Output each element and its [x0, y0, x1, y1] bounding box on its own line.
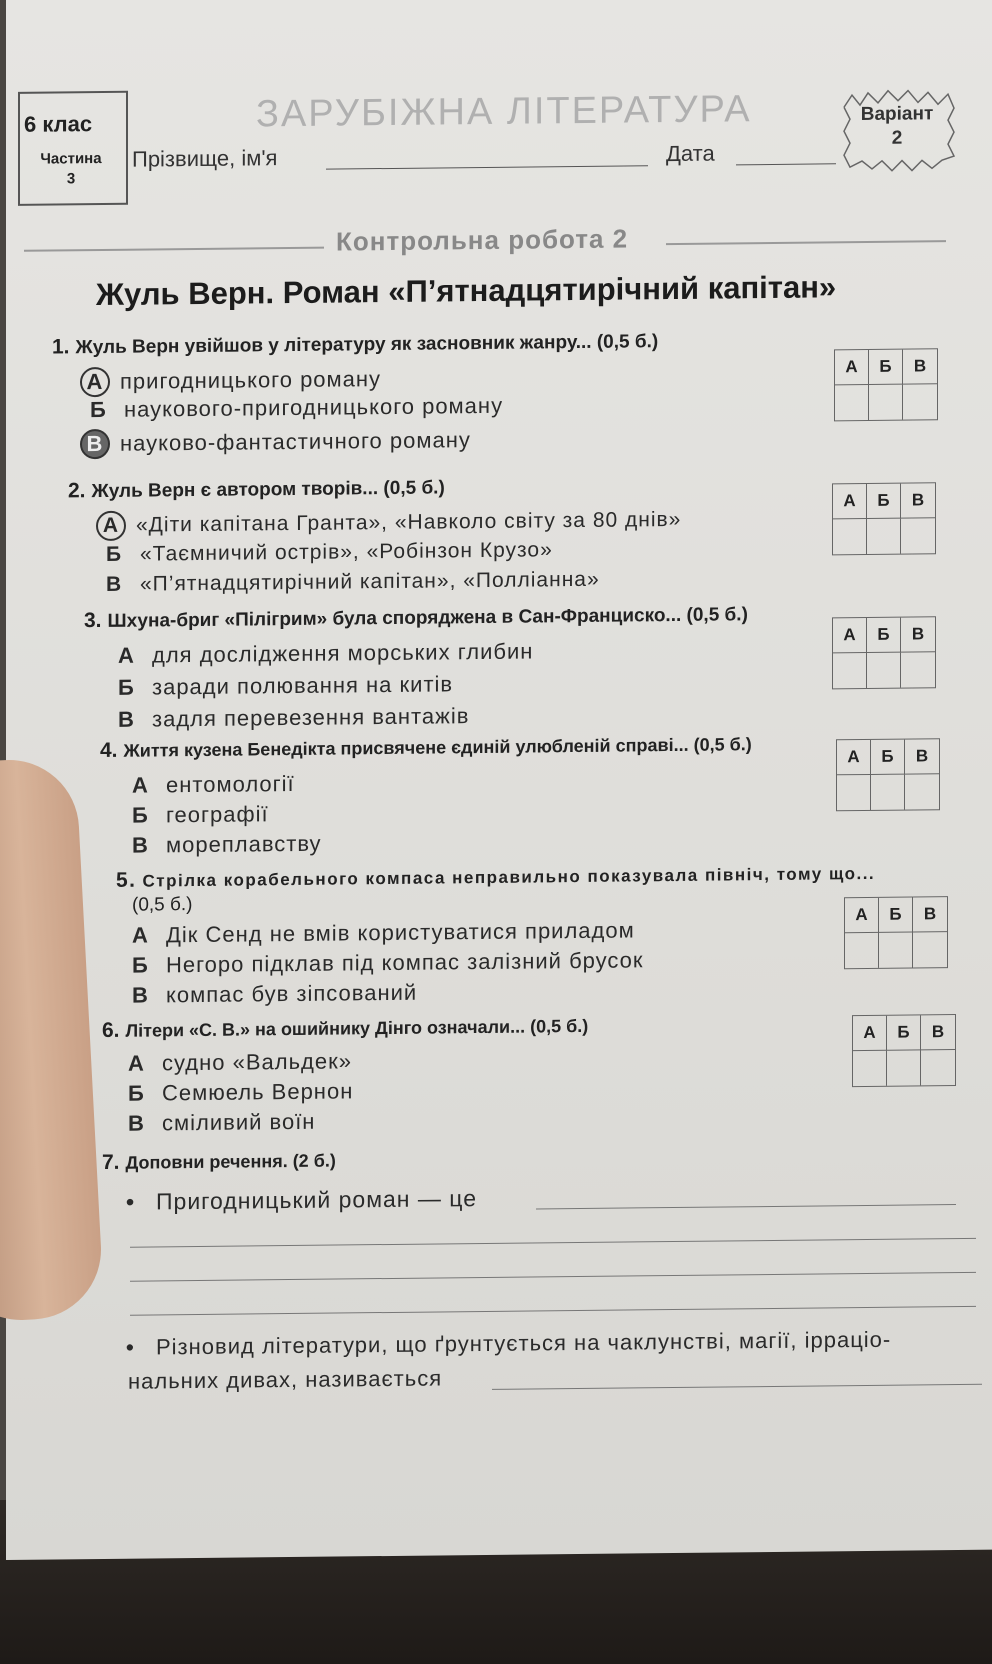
- q4-option-c[interactable]: [132, 831, 322, 859]
- option-text: судно «Вальдек»: [162, 1048, 352, 1076]
- option-text: заради полювання на китів: [152, 671, 454, 700]
- option-letter: А: [118, 642, 135, 668]
- answer-grid-1[interactable]: [834, 348, 938, 421]
- question-3: [84, 602, 748, 633]
- option-text: «Діти капітана Гранта», «Навколо світу за 80 днів»: [136, 507, 682, 537]
- option-text: Семюель Вернон: [162, 1078, 354, 1106]
- option-text: пригодницького роману: [120, 366, 382, 394]
- question-4: [100, 732, 752, 763]
- answer-grid-6[interactable]: [852, 1014, 956, 1087]
- grid-cell[interactable]: [867, 653, 901, 688]
- question-text: Стрілка корабельного компаса неправильно показувала північ, тому що...: [142, 863, 876, 891]
- question-number: 4.: [100, 738, 118, 763]
- grid-cell[interactable]: [845, 933, 879, 968]
- grid-cell[interactable]: [921, 1050, 955, 1085]
- question-text: Жуль Верн увійшов у літературу як засновник жанру... (0,5 б.): [75, 331, 659, 359]
- question-number: 5.: [116, 868, 137, 892]
- q6-option-b[interactable]: [128, 1078, 353, 1106]
- grid-cell[interactable]: [905, 774, 939, 809]
- option-text: «П’ятнадцятирічний капітан», «Полліанна»: [140, 567, 600, 596]
- work-label: Контрольна робота 2: [336, 223, 629, 257]
- answer-grid-5[interactable]: [844, 896, 948, 969]
- grid-letter: Б: [867, 484, 901, 519]
- fill-sentence-1: [126, 1185, 477, 1216]
- q5-option-b[interactable]: [132, 947, 644, 978]
- question-text: Шхуна-бриг «Пілігрим» була споряджена в Сан-Франциско... (0,5 б.): [107, 604, 748, 632]
- question-5: [116, 861, 875, 893]
- q2-option-b[interactable]: [106, 538, 553, 567]
- option-letter: В: [118, 706, 135, 732]
- grid-cell[interactable]: [887, 1050, 921, 1085]
- grid-cell[interactable]: [837, 775, 871, 810]
- q6-option-c[interactable]: [128, 1109, 315, 1137]
- option-letter: Б: [132, 802, 149, 828]
- q4-option-b[interactable]: [132, 801, 269, 828]
- answer-line[interactable]: [130, 1238, 976, 1248]
- q5-option-c[interactable]: [132, 980, 417, 1009]
- option-letter: В: [132, 982, 149, 1008]
- variant-badge: [838, 86, 956, 173]
- question-2: [68, 475, 445, 503]
- option-letter: А: [132, 922, 149, 948]
- part-label: [26, 149, 116, 190]
- question-text: Літери «С. В.» на ошийнику Дінго означали... (0,5 б.): [125, 1015, 589, 1041]
- grid-letter: А: [853, 1016, 887, 1051]
- question-number: 3.: [84, 608, 102, 633]
- option-text: «Таємничий острів», «Робінзон Крузо»: [140, 538, 553, 566]
- option-letter: В: [128, 1110, 145, 1136]
- q3-option-c[interactable]: [118, 703, 469, 733]
- bullet-dot: •: [126, 1188, 136, 1215]
- option-letter: Б: [90, 396, 107, 423]
- option-letter: Б: [128, 1080, 145, 1106]
- question-5-points: (0,5 б.): [132, 894, 193, 916]
- name-label: Прізвище, ім'я: [132, 145, 278, 172]
- option-text: ентомології: [166, 770, 295, 798]
- fill-sentence-2-cont: нальних дивах, називається: [128, 1365, 443, 1394]
- option-letter: В: [106, 572, 123, 596]
- page-title: Жуль Верн. Роман «П’ятнадцятирічний капітан»: [96, 269, 837, 313]
- q1-option-b[interactable]: [90, 393, 503, 423]
- fill-prompt: Різновид літератури, що ґрунтується на чаклунстві, магії, ірраціо-: [156, 1326, 892, 1360]
- bullet-dot: •: [126, 1334, 135, 1360]
- question-number: 1.: [52, 335, 70, 359]
- question-number: 6.: [102, 1018, 120, 1042]
- q1-option-a[interactable]: [86, 364, 381, 397]
- grid-letter: Б: [871, 740, 905, 775]
- q3-option-a[interactable]: [118, 638, 533, 668]
- q1-option-c[interactable]: [86, 425, 471, 459]
- grid-cell[interactable]: [879, 933, 913, 968]
- date-field[interactable]: [736, 163, 836, 165]
- option-text: сміливий воїн: [162, 1108, 316, 1136]
- q5-option-a[interactable]: [132, 917, 635, 948]
- grid-letter: В: [905, 739, 939, 774]
- part-number: 3: [66, 170, 76, 188]
- grid-letter: В: [913, 897, 947, 932]
- question-1: [52, 329, 658, 359]
- name-field[interactable]: [326, 165, 648, 169]
- answer-grid-2[interactable]: [832, 482, 936, 555]
- grid-cell[interactable]: [869, 385, 903, 420]
- option-letter: Б: [132, 952, 149, 978]
- option-letter: Б: [106, 542, 123, 566]
- grid-cell[interactable]: [901, 518, 935, 553]
- q4-option-a[interactable]: [132, 771, 295, 799]
- option-text: компас був зіпсований: [166, 979, 418, 1008]
- grid-cell[interactable]: [871, 775, 905, 810]
- q6-option-a[interactable]: [128, 1048, 352, 1076]
- grid-cell[interactable]: [903, 384, 937, 419]
- part-word: Частина: [40, 149, 102, 168]
- grid-letter: А: [835, 350, 869, 385]
- divider-right: [666, 240, 946, 245]
- option-letter: В: [132, 832, 149, 858]
- answer-circle-mark: А: [80, 367, 110, 397]
- grid-letter: А: [833, 618, 867, 653]
- q2-option-c[interactable]: [106, 568, 600, 597]
- option-text: науково-фантастичного роману: [120, 427, 471, 456]
- question-7: [102, 1149, 336, 1175]
- option-letter: А: [132, 772, 149, 798]
- answer-grid-4[interactable]: [836, 738, 940, 811]
- answer-line[interactable]: [130, 1272, 976, 1282]
- grid-letter: Б: [869, 350, 903, 385]
- grade-label: 6 клас: [24, 111, 93, 137]
- option-letter: А: [128, 1050, 145, 1076]
- grid-letter: В: [901, 483, 935, 518]
- answer-line[interactable]: [130, 1306, 976, 1316]
- option-text: наукового-пригодницького роману: [124, 392, 504, 422]
- q2-option-a[interactable]: [102, 505, 681, 541]
- option-text: Дік Сенд не вмів користуватися приладом: [166, 917, 635, 948]
- date-label: Дата: [666, 140, 715, 167]
- variant-number: 2: [891, 127, 903, 149]
- q3-option-b[interactable]: [118, 671, 453, 701]
- option-text: мореплавству: [166, 830, 322, 858]
- grid-cell[interactable]: [835, 385, 869, 420]
- question-6: [102, 1014, 588, 1043]
- grid-letter: А: [833, 484, 867, 519]
- question-text: Жуль Верн є автором творів... (0,5 б.): [91, 477, 445, 503]
- test-sheet: [6, 0, 992, 1560]
- grid-cell[interactable]: [901, 652, 935, 687]
- question-text: Життя кузена Бенедікта присвячене єдиній улюбленій справі... (0,5 б.): [123, 734, 752, 761]
- variant-label: Варіант: [860, 103, 934, 126]
- grid-cell[interactable]: [833, 653, 867, 688]
- answer-line[interactable]: [492, 1384, 982, 1390]
- divider-left: [24, 247, 324, 252]
- grid-letter: В: [901, 617, 935, 652]
- grid-letter: А: [845, 898, 879, 933]
- question-number: 2.: [68, 479, 86, 503]
- grid-letter: Б: [867, 618, 901, 653]
- grid-letter: Б: [879, 898, 913, 933]
- grid-cell[interactable]: [833, 519, 867, 554]
- grid-cell[interactable]: [853, 1051, 887, 1086]
- grid-letter: В: [921, 1015, 955, 1050]
- answer-circle-mark: А: [96, 511, 126, 541]
- grid-letter: Б: [887, 1015, 921, 1050]
- answer-grid-3[interactable]: [832, 616, 936, 689]
- grid-cell[interactable]: [867, 519, 901, 554]
- option-text: Негоро підклав під компас залізний брусок: [166, 947, 644, 978]
- option-letter: Б: [118, 674, 135, 700]
- question-text: Доповни речення. (2 б.): [125, 1150, 336, 1173]
- option-text: географії: [166, 801, 269, 828]
- option-text: задля перевезення вантажів: [152, 703, 470, 732]
- option-text: для дослідження морських глибин: [152, 638, 534, 668]
- question-number: 7.: [102, 1150, 120, 1174]
- fill-sentence-2: [126, 1327, 891, 1361]
- grid-letter: В: [903, 349, 937, 384]
- answer-scribble-mark: В: [80, 429, 110, 459]
- grid-letter: А: [837, 740, 871, 775]
- grid-cell[interactable]: [913, 932, 947, 967]
- subject-title: ЗАРУБІЖНА ЛІТЕРАТУРА: [256, 88, 752, 136]
- answer-line[interactable]: [536, 1204, 956, 1209]
- fill-prompt: Пригодницький роман — це: [156, 1185, 477, 1215]
